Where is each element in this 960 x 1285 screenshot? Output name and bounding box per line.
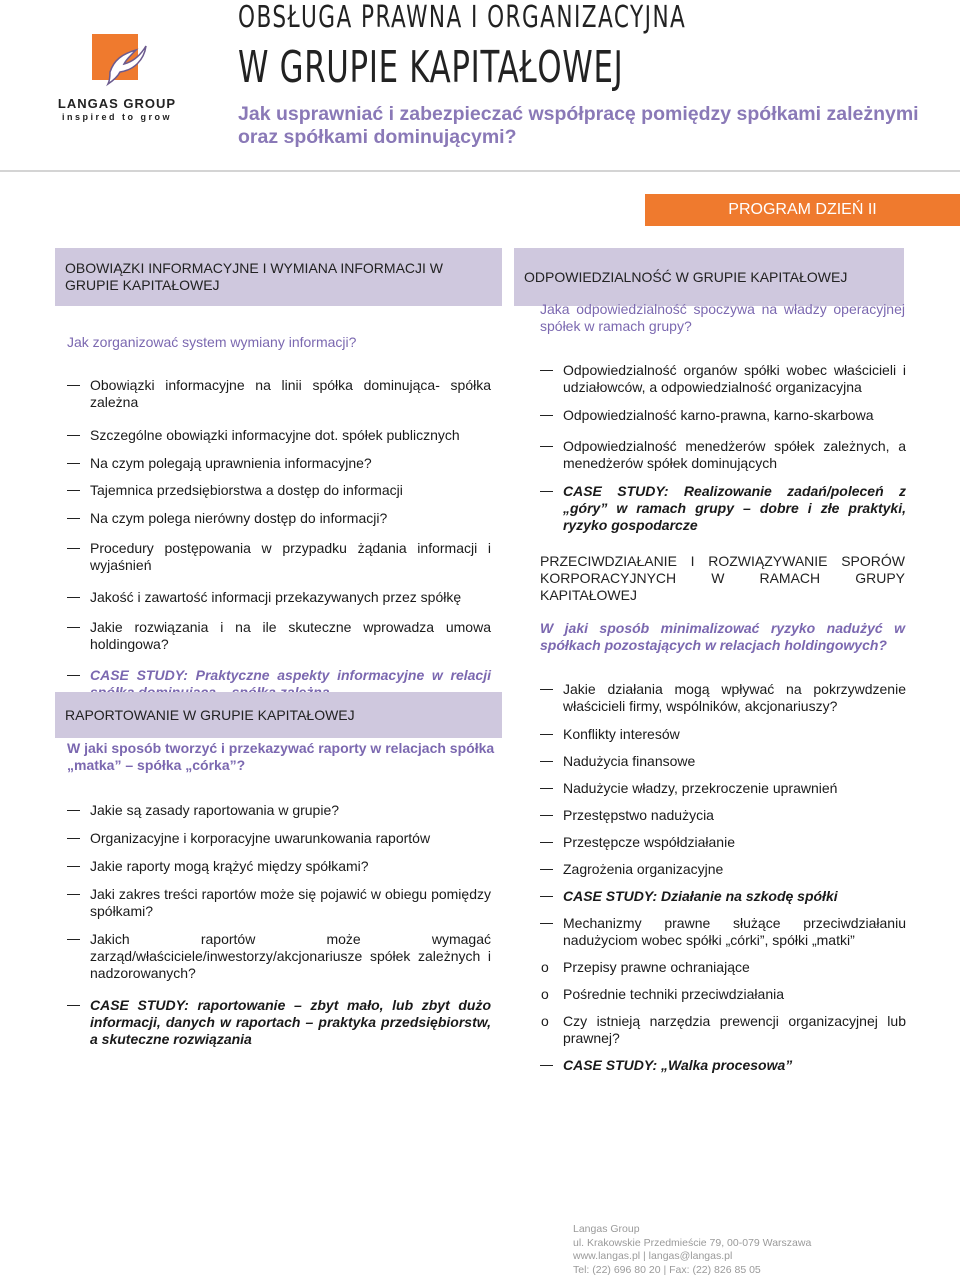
section-question: W jaki sposób minimalizować ryzyko nadużyć w spółkach pozostających w relacjach holdingowych? (540, 620, 905, 653)
header-divider (0, 170, 960, 172)
list-item: Jakie rozwiązania i na ile skuteczne wprowadza umowa holdingowa? (90, 619, 491, 652)
list-item: Obowiązki informacyjne na linii spółka dominująca- spółka zależna (90, 377, 491, 410)
list-item: Szczególne obowiązki informacyjne dot. spółek publicznych (90, 427, 491, 444)
list-item: Jakie raporty mogą krążyć między spółkami? (90, 858, 491, 875)
section-heading-reporting (55, 692, 502, 738)
list-item: Odpowiedzialność karno-prawna, karno-skarbowa (563, 407, 906, 424)
sub-list-item: o Czy istnieją narzędzia prewencji organizacyjnej lub prawnej? (563, 1013, 906, 1047)
list-item: Tajemnica przedsiębiorstwa a dostęp do informacji (90, 482, 491, 499)
program-banner: PROGRAM DZIEŃ II (645, 194, 960, 226)
footer-web: www.langas.pl | langas@langas.pl (573, 1250, 733, 1262)
section-question: Jaka odpowiedzialność spoczywa na władzy operacyjnej spółek w ramach grupy? (540, 301, 905, 334)
logo-name: LANGAS GROUP (57, 96, 177, 111)
list-item: Przestępstwo nadużycia (563, 807, 906, 824)
sub-list-item: o Pośrednie techniki przeciwdziałania (563, 986, 906, 1003)
case-study-item: CASE STUDY: Praktyczne aspekty informacyjne w relacji (90, 667, 491, 701)
logo-tagline: inspired to grow (61, 112, 172, 122)
list-item: Konflikty interesów (563, 726, 906, 743)
footer-company: Langas Group (573, 1223, 640, 1235)
list-item: Jakie działania mogą wpływać na pokrzywdzenie właścicieli firmy, wspólników, akcjonariuszy? (563, 681, 906, 714)
list-item: Na czym polega nierówny dostęp do informacji? (90, 510, 491, 527)
list-item: Jakie są zasady raportowania w grupie? (90, 802, 491, 819)
section-question: Jak zorganizować system wymiany informacji? (67, 334, 357, 350)
list-item: Odpowiedzialność menedżerów spółek zależnych, a menedżerów spółek dominujących (563, 438, 906, 471)
case-study-item: CASE STUDY: Działanie na szkodę spółki (563, 888, 906, 905)
title-line-2: W GRUPIE KAPITAŁOWEJ (238, 42, 624, 93)
disputes-list (563, 681, 906, 1074)
footer-address: ul. Krakowskie Przedmieście 79, 00-079 Warszawa (573, 1236, 812, 1249)
title-line-1: OBSŁUGA PRAWNA I ORGANIZACYJNA (238, 0, 687, 35)
list-item: Procedury postępowania w przypadku żądania informacji i wyjaśnień (90, 540, 491, 573)
case-study-item: CASE STUDY: „Walka procesowa” (563, 1057, 906, 1074)
list-item: Jakich raportów może wymagać zarząd/właściciele/inwestorzy/akcjonariusze spółek zależnych i nadzorowanych? (90, 931, 491, 981)
list-item: Zagrożenia organizacyjne (563, 861, 906, 878)
list-item: Mechanizmy prawne służące przeciwdziałaniu nadużyciom wobec spółki „córki”, spółki „matki” (563, 915, 906, 948)
list-item: Odpowiedzialność organów spółki wobec właścicieli i udziałowców, a odpowiedzialność organizacyjna (563, 362, 906, 395)
case-study-item: CASE STUDY: Realizowanie zadań/poleceń z „góry” w ramach grupy – dobre i złe praktyki, ryzyko gospodarcze (563, 483, 906, 533)
list-item: Przestępcze współdziałanie (563, 834, 906, 851)
reporting-list (90, 802, 491, 1048)
responsibility-list (563, 362, 906, 534)
list-item: Organizacyjne i korporacyjne uwarunkowania raportów (90, 830, 491, 847)
list-item: Nadużycie władzy, przekroczenie uprawnień (563, 780, 906, 797)
footer-contact (573, 1223, 811, 1277)
section-question: W jaki sposób tworzyć i przekazywać raporty w relacjach spółka „matka” – spółka „córka”? (67, 740, 495, 773)
information-list (90, 377, 491, 701)
section-heading-text: RAPORTOWANIE W GRUPIE KAPITAŁOWEJ (65, 706, 355, 723)
section-heading-text: OBOWIĄZKI INFORMACYJNE I WYMIANA INFORMACJI W GRUPIE KAPITAŁOWEJ (65, 260, 444, 293)
case-study-item: CASE STUDY: raportowanie – zbyt mało, lub zbyt dużo informacji, danych w raportach – praktyka przedsiębiorstw, a skuteczne rozwiązania (90, 997, 491, 1047)
sub-list-item: o Przepisy prawne ochraniające (563, 959, 906, 976)
section-heading-disputes: PRZECIWDZIAŁANIE I ROZWIĄZYWANIE SPORÓW KORPORACYJNYCH W RAMACH GRUPY KAPITAŁOWEJ (540, 553, 905, 603)
list-item: Na czym polegają uprawnienia informacyjne? (90, 455, 491, 472)
subtitle: Jak usprawniać i zabezpieczać współpracę pomiędzy spółkami zależnymi oraz spółkami dominującymi? (238, 103, 919, 148)
list-item: Jaki zakres treści raportów może się pojawić w obiegu pomiędzy spółkami? (90, 886, 491, 919)
section-heading-text: ODPOWIEDZIALNOŚĆ W GRUPIE KAPITAŁOWEJ (524, 268, 848, 285)
bird-logo-icon (92, 34, 148, 90)
section-heading-information (55, 248, 502, 306)
footer-phone: Tel: (22) 696 80 20 | Fax: (22) 826 85 05 (573, 1263, 761, 1276)
section-heading-responsibility (514, 248, 904, 306)
list-item: Jakość i zawartość informacji przekazywanych przez spółkę (90, 589, 491, 606)
list-item: Nadużycia finansowe (563, 753, 906, 770)
